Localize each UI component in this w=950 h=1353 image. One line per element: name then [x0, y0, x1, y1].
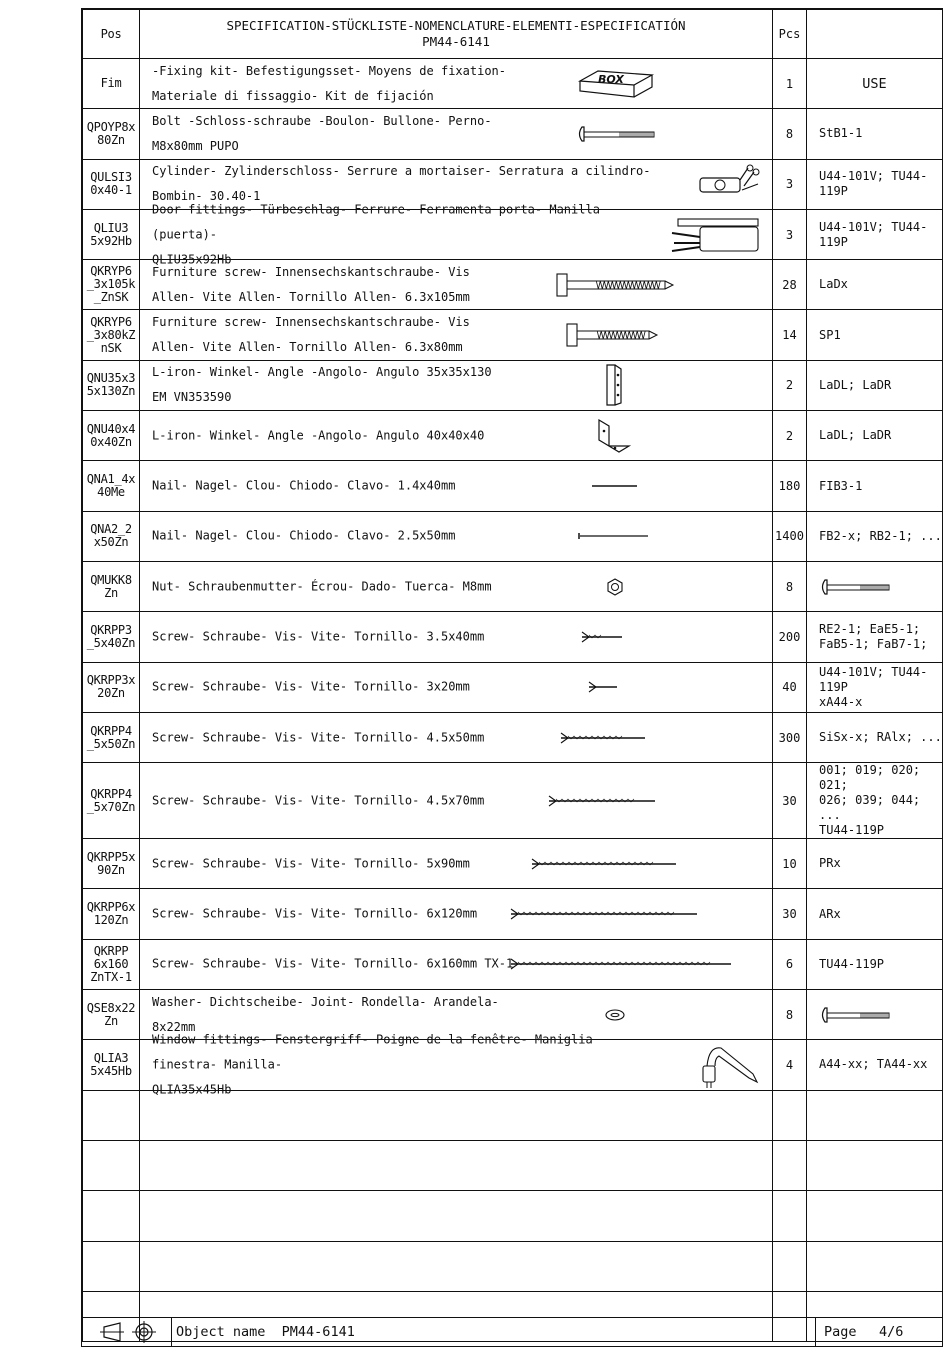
description-text	[152, 675, 652, 700]
pos-code: QKRPP 6x160 ZnTX-1	[83, 939, 140, 989]
description-cell	[140, 310, 773, 360]
box-label: BOX	[598, 72, 624, 86]
description-line-1: Furniture screw- Innensechskantschraube- Vis	[152, 264, 470, 279]
description-cell	[140, 561, 773, 611]
cylinder-lock-icon	[696, 162, 766, 206]
quantity: 4	[773, 1040, 807, 1090]
empty-row	[83, 1191, 943, 1241]
empty-cell	[773, 1090, 807, 1140]
pos-code: QNA2_2 x50Zn	[83, 511, 140, 561]
use-cell	[807, 310, 943, 360]
pos-code: QKRPP4 _5x70Zn	[83, 763, 140, 839]
description-line-1: Nail- Nagel- Clou- Chiodo- Clavo- 2.5x50mm	[152, 528, 456, 543]
description-line-1: Screw- Schraube- Vis- Vite- Tornillo- 6x160mm TX-1	[152, 956, 514, 971]
use-text: FB2-x; RB2-1; ...	[819, 528, 942, 543]
use-text: USE	[862, 75, 887, 92]
pos-code: QKRPP3 _5x40Zn	[83, 612, 140, 662]
washer-icon	[604, 1008, 626, 1022]
use-bolt-icon	[819, 1005, 899, 1025]
use-cell	[807, 1040, 943, 1090]
pcs-header: Pcs	[773, 10, 807, 59]
empty-cell	[807, 1191, 943, 1241]
description-line-1: -Fixing kit- Befestigungsset- Moyens de fixation-	[152, 63, 507, 78]
use-cell	[807, 209, 943, 259]
use-text: RE2-1; EaE5-1; FaB5-1; FaB7-1;	[819, 621, 928, 651]
use-cell	[807, 889, 943, 939]
use-cell	[807, 159, 943, 209]
use-text: LaDL; LaDR	[819, 377, 892, 392]
description-line-1: Nut- Schraubenmutter- Écrou- Dado- Tuerca- M8mm	[152, 579, 492, 594]
description-cell	[140, 939, 773, 989]
description-cell	[140, 202, 773, 267]
empty-cell	[773, 1241, 807, 1291]
description-text	[152, 59, 652, 109]
projection-symbol	[82, 1318, 172, 1346]
pos-code: QKRYP6 _3x80kZ nSK	[83, 310, 140, 360]
description-cell	[140, 411, 773, 461]
table-header	[83, 10, 943, 59]
quantity: 3	[773, 159, 807, 209]
use-cell	[807, 411, 943, 461]
table-row	[83, 763, 943, 839]
pos-code: QLIU3 5x92Hb	[83, 209, 140, 259]
description-cell	[140, 260, 773, 310]
parts-table	[82, 9, 943, 1342]
screw-icon	[530, 857, 696, 871]
description-cell	[140, 461, 773, 511]
quantity: 10	[773, 839, 807, 889]
table-row	[83, 939, 943, 989]
quantity: 200	[773, 612, 807, 662]
pos-code: QKRPP3x 20Zn	[83, 662, 140, 712]
sheet-title: SPECIFICATION-STÜCKLISTE-NOMENCLATURE-ELEMENTI-ESPECIFICATIÓN	[226, 18, 686, 33]
quantity: 2	[773, 360, 807, 410]
description-line-1: Window fittings- Fenstergriff- Poigne de la fenêtre- Maniglia finestra- Manilla-	[152, 1032, 593, 1072]
table-row	[83, 561, 943, 611]
use-text: U44-101V; TU44-119P xA44-x	[819, 664, 928, 709]
description-cell	[140, 712, 773, 762]
table-row	[83, 209, 943, 259]
use-cell	[807, 990, 943, 1040]
description-cell	[140, 1032, 773, 1097]
table-row	[83, 260, 943, 310]
description-line-1: Nail- Nagel- Clou- Chiodo- Clavo- 1.4x40mm	[152, 478, 456, 493]
empty-cell	[83, 1241, 140, 1291]
object-name: Object name PM44-6141	[176, 1324, 355, 1340]
description-line-2: Allen- Vite Allen- Tornillo Allen- 6.3x105mm	[152, 289, 470, 304]
use-header-blank	[807, 10, 943, 59]
use-text: A44-xx; TA44-xx	[819, 1057, 928, 1072]
pos-header: Pos	[83, 10, 140, 59]
description-line-2: QLIU35x92Hb	[152, 252, 232, 267]
use-cell	[807, 839, 943, 889]
empty-cell	[807, 1140, 943, 1190]
quantity: 1400	[773, 511, 807, 561]
description-line-2: QLIA35x45Hb	[152, 1082, 232, 1097]
description-text	[152, 474, 652, 499]
furniture-screw-icon	[555, 271, 683, 299]
description-cell	[140, 109, 773, 159]
empty-cell	[807, 1241, 943, 1291]
empty-cell	[773, 1191, 807, 1241]
use-cell	[807, 360, 943, 410]
nut-icon	[605, 577, 625, 597]
pos-code: QULSI3 0x40-1	[83, 159, 140, 209]
empty-cell	[807, 1090, 943, 1140]
pos-code: QKRYP6 _3x105k _ZnSK	[83, 260, 140, 310]
description-line-1: Screw- Schraube- Vis- Vite- Tornillo- 3x20mm	[152, 679, 470, 694]
window-handle-icon	[695, 1040, 761, 1090]
quantity: 30	[773, 889, 807, 939]
empty-cell	[140, 1191, 773, 1241]
description-text	[152, 574, 652, 599]
quantity: 28	[773, 260, 807, 310]
use-text: 001; 019; 020; 021; 026; 039; 044; ... TU44-119P	[819, 763, 921, 838]
description-line-1: L-iron- Winkel- Angle -Angolo- Angulo 35x35x130	[152, 365, 492, 380]
description-line-1: Bolt -Schloss-schraube -Boulon- Bullone- Perno-	[152, 113, 492, 128]
use-text: U44-101V; TU44-119P	[819, 219, 928, 249]
pos-code: QMUKK8 Zn	[83, 561, 140, 611]
page-label: Page	[824, 1324, 857, 1340]
pos-code: QNA1_4x 40Me	[83, 461, 140, 511]
use-text: ARx	[819, 906, 841, 921]
table-row	[83, 712, 943, 762]
use-text: StB1-1	[819, 126, 863, 141]
use-cell	[807, 712, 943, 762]
quantity: 14	[773, 310, 807, 360]
use-cell	[807, 109, 943, 159]
screw-icon	[509, 907, 717, 921]
description-cell	[140, 662, 773, 712]
empty-cell	[83, 1090, 140, 1140]
screw-icon	[547, 794, 675, 808]
quantity: 3	[773, 209, 807, 259]
description-cell	[140, 889, 773, 939]
use-cell	[807, 763, 943, 839]
use-bolt-icon	[819, 577, 899, 597]
description-line-1: Washer- Dichtscheibe- Joint- Rondella- Arandela-	[152, 994, 499, 1009]
description-cell	[140, 360, 773, 410]
table-row	[83, 662, 943, 712]
sheet-title-cell	[140, 10, 773, 59]
description-line-1: Screw- Schraube- Vis- Vite- Tornillo- 4.5x70mm	[152, 793, 485, 808]
use-text: U44-101V; TU44-119P	[819, 169, 928, 199]
table-row	[83, 889, 943, 939]
use-cell	[807, 461, 943, 511]
description-line-1: Screw- Schraube- Vis- Vite- Tornillo- 5x90mm	[152, 856, 470, 871]
empty-cell	[140, 1140, 773, 1190]
screw-icon	[587, 680, 637, 694]
quantity: 1	[773, 59, 807, 109]
specification-sheet	[81, 8, 943, 1347]
use-text: LaDL; LaDR	[819, 428, 892, 443]
table-row	[83, 109, 943, 159]
table-row	[83, 612, 943, 662]
description-text	[152, 360, 652, 410]
use-cell	[807, 561, 943, 611]
screw-icon	[559, 731, 665, 745]
pos-code: QPOYP8x 80Zn	[83, 109, 140, 159]
description-line-1: Screw- Schraube- Vis- Vite- Tornillo- 3.5x40mm	[152, 629, 485, 644]
quantity: 8	[773, 109, 807, 159]
quantity: 30	[773, 763, 807, 839]
use-cell	[807, 59, 943, 109]
furniture-screw-icon	[565, 321, 667, 349]
use-cell	[807, 511, 943, 561]
empty-row	[83, 1241, 943, 1291]
use-text: SP1	[819, 327, 841, 342]
nail-short-icon	[590, 483, 640, 489]
description-cell	[140, 511, 773, 561]
use-cell	[807, 612, 943, 662]
table-row	[83, 1040, 943, 1090]
empty-cell	[140, 1241, 773, 1291]
quantity: 8	[773, 990, 807, 1040]
use-cell	[807, 260, 943, 310]
table-row	[83, 839, 943, 889]
description-text	[152, 624, 652, 649]
empty-cell	[773, 1140, 807, 1190]
description-text	[152, 1027, 652, 1102]
page-number: 4/6	[879, 1324, 904, 1340]
description-line-1: Furniture screw- Innensechskantschraube- Vis	[152, 315, 470, 330]
quantity: 180	[773, 461, 807, 511]
empty-row	[83, 1140, 943, 1190]
table-row	[83, 310, 943, 360]
pos-code: QLIA3 5x45Hb	[83, 1040, 140, 1090]
door-fittings-icon	[670, 213, 764, 257]
description-cell	[140, 839, 773, 889]
description-line-1: Screw- Schraube- Vis- Vite- Tornillo- 6x120mm	[152, 906, 478, 921]
box-icon	[578, 67, 654, 101]
table-row	[83, 511, 943, 561]
screw-icon	[509, 957, 751, 971]
description-cell	[140, 763, 773, 839]
page-box	[815, 1318, 943, 1346]
description-line-2: Materiale di fissaggio- Kit de fijación	[152, 88, 434, 103]
use-cell	[807, 939, 943, 989]
description-line-1: L-iron- Winkel- Angle -Angolo- Angulo 40x40x40	[152, 428, 485, 443]
description-cell	[140, 612, 773, 662]
use-cell	[807, 662, 943, 712]
use-text: LaDx	[819, 277, 848, 292]
description-line-2: EM VN353590	[152, 390, 232, 405]
nail-long-icon	[576, 531, 652, 541]
use-text: TU44-119P	[819, 956, 885, 971]
description-line-1: Cylinder- Zylinderschloss- Serrure a mortaiser- Serratura a cilindro- Bombin- 30.40-1	[152, 164, 651, 204]
quantity: 6	[773, 939, 807, 989]
pos-code: QSE8x22 Zn	[83, 990, 140, 1040]
use-text: PRx	[819, 856, 841, 871]
description-line-2: Allen- Vite Allen- Tornillo Allen- 6.3x80mm	[152, 340, 463, 355]
empty-cell	[83, 1140, 140, 1190]
quantity: 8	[773, 561, 807, 611]
empty-cell	[83, 1191, 140, 1241]
bolt-icon	[576, 124, 666, 144]
description-line-1: Door fittings- Türbeschlag- Ferrure- Ferramenta porta- Manilla (puerta)-	[152, 202, 600, 242]
description-cell	[140, 59, 773, 109]
table-row	[83, 360, 943, 410]
pos-code: QNU35x3 5x130Zn	[83, 360, 140, 410]
quantity: 2	[773, 411, 807, 461]
footer	[82, 1317, 942, 1346]
pos-code: QKRPP6x 120Zn	[83, 889, 140, 939]
sheet-code: PM44-6141	[422, 34, 490, 49]
table-row	[83, 59, 943, 109]
use-text: FIB3-1	[819, 478, 863, 493]
use-text: SiSx-x; RAlx; ...	[819, 730, 942, 744]
pos-code: QNU40x4 0x40Zn	[83, 411, 140, 461]
table-row	[83, 461, 943, 511]
l-iron-long-icon	[603, 363, 625, 407]
pos-code: QKRPP5x 90Zn	[83, 839, 140, 889]
description-line-2: 8x22mm	[152, 1019, 196, 1034]
description-line-2: M8x80mm PUPO	[152, 138, 239, 153]
l-iron-short-icon	[595, 416, 635, 456]
description-line-1: Screw- Schraube- Vis- Vite- Tornillo- 4.5x50mm	[152, 730, 485, 744]
quantity: 300	[773, 712, 807, 762]
table-row	[83, 411, 943, 461]
object-value: PM44-6141	[281, 1324, 355, 1340]
quantity: 40	[773, 662, 807, 712]
screw-icon	[580, 630, 642, 644]
description-text	[152, 423, 652, 448]
pos-code: QKRPP4 _5x50Zn	[83, 712, 140, 762]
first-angle-projection-icon	[82, 1318, 171, 1346]
pos-code: Fim	[83, 59, 140, 109]
